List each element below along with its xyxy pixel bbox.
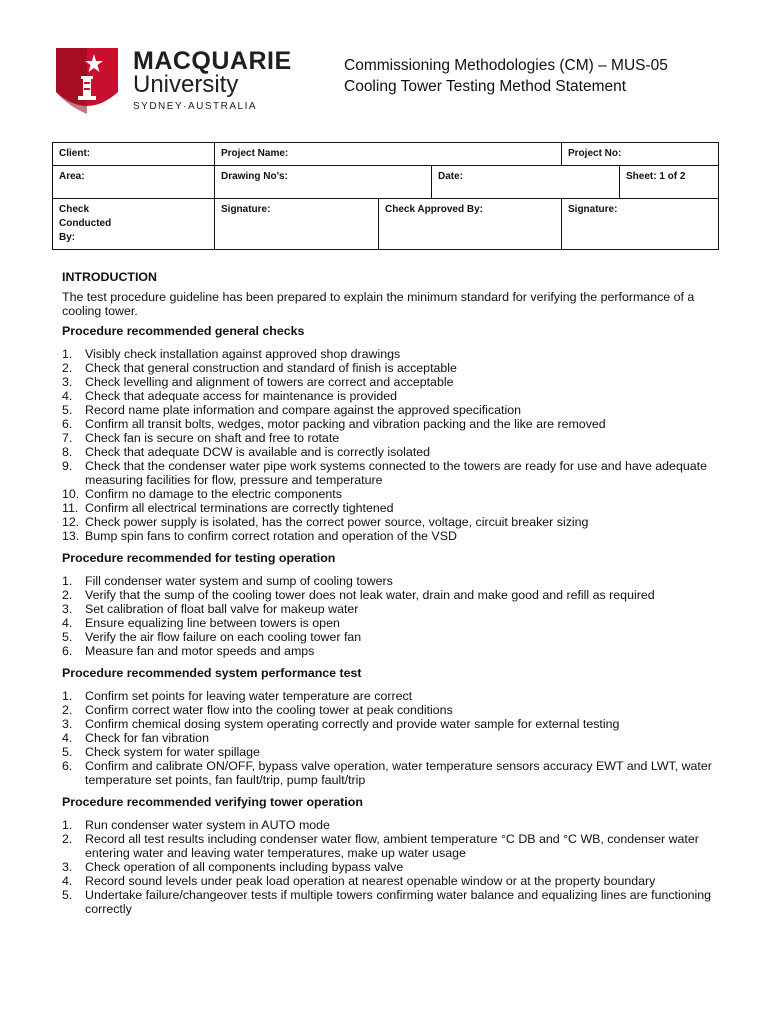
list-item xyxy=(62,602,712,616)
list-item-text: Measure fan and motor speeds and amps xyxy=(85,644,315,658)
list-item-text: Confirm no damage to the electric components xyxy=(85,487,342,501)
list-item xyxy=(62,375,712,389)
procedure-list xyxy=(62,689,712,787)
list-item xyxy=(62,644,712,658)
client-cell: Client: xyxy=(53,143,215,166)
area-cell: Area: xyxy=(53,166,215,199)
list-item-text: Run condenser water system in AUTO mode xyxy=(85,818,330,832)
sheet-cell: Sheet: 1 of 2 xyxy=(620,166,719,199)
list-item-text: Record name plate information and compare against the approved specification xyxy=(85,403,521,417)
list-item-text: Confirm correct water flow into the cooling tower at peak conditions xyxy=(85,703,453,717)
logo-line-3: SYDNEY·AUSTRALIA xyxy=(133,101,258,112)
section-heading: Procedure recommended general checks xyxy=(62,324,305,338)
list-item-text: Check operation of all components including bypass valve xyxy=(85,860,404,874)
project-no-cell: Project No: xyxy=(562,143,719,166)
list-item xyxy=(62,487,712,501)
intro-text: The test procedure guideline has been prepared to explain the minimum standard for verifying the performance of a cooling tower. xyxy=(62,290,695,318)
list-item-number: 13. xyxy=(62,529,80,543)
document-body xyxy=(62,270,712,924)
list-item-number: 8. xyxy=(62,445,73,459)
drawing-nos-cell: Drawing No’s: xyxy=(215,166,432,199)
title-line-2: Cooling Tower Testing Method Statement xyxy=(344,78,627,95)
list-item-number: 4. xyxy=(62,874,73,888)
list-item-text: Check that general construction and standard of finish is acceptable xyxy=(85,361,457,375)
university-logo xyxy=(56,47,292,114)
list-item xyxy=(62,818,712,832)
list-item-number: 7. xyxy=(62,431,73,445)
project-name-cell: Project Name: xyxy=(215,143,562,166)
logo-line-1: MACQUARIE xyxy=(133,47,292,75)
list-item xyxy=(62,703,712,717)
list-item xyxy=(62,874,712,888)
list-item xyxy=(62,745,712,759)
list-item-text: Check that adequate DCW is available and is correctly isolated xyxy=(85,445,431,459)
list-item-number: 1. xyxy=(62,689,73,703)
list-item-number: 1. xyxy=(62,818,73,832)
list-item-text: Record sound levels under peak load operation at nearest openable window or at the property boundary xyxy=(85,874,656,888)
list-item-number: 9. xyxy=(62,459,73,473)
list-item-number: 2. xyxy=(62,588,73,602)
list-item-text: Check system for water spillage xyxy=(85,745,260,759)
list-item-text: Ensure equalizing line between towers is open xyxy=(85,616,340,630)
procedure-sections xyxy=(62,324,712,916)
list-item-number: 1. xyxy=(62,347,73,361)
list-item-number: 4. xyxy=(62,616,73,630)
list-item-number: 12. xyxy=(62,515,80,529)
list-item-number: 2. xyxy=(62,703,73,717)
list-item-number: 3. xyxy=(62,717,73,731)
list-item-text: Visibly check installation against approved shop drawings xyxy=(85,347,401,361)
list-item-number: 2. xyxy=(62,832,73,846)
list-item-text: Confirm all transit bolts, wedges, motor packing and vibration packing and the like are removed xyxy=(85,417,606,431)
list-item xyxy=(62,347,712,361)
list-item xyxy=(62,731,712,745)
list-item-number: 5. xyxy=(62,630,73,644)
list-item-text: Confirm set points for leaving water temperature are correct xyxy=(85,689,413,703)
list-item xyxy=(62,888,712,916)
list-item xyxy=(62,832,712,860)
info-row-2 xyxy=(53,166,719,199)
list-item-text: Undertake failure/changeover tests if multiple towers confirming water balance and equalizing lines are functioning correctly xyxy=(85,888,712,916)
procedure-list xyxy=(62,818,712,916)
list-item xyxy=(62,630,712,644)
list-item-number: 2. xyxy=(62,361,73,375)
list-item-number: 5. xyxy=(62,745,73,759)
list-item-number: 3. xyxy=(62,860,73,874)
logo-wordmark xyxy=(133,48,292,112)
list-item xyxy=(62,431,712,445)
list-item-text: Check for fan vibration xyxy=(85,731,209,745)
list-item-number: 1. xyxy=(62,574,73,588)
list-item-number: 11. xyxy=(62,501,79,515)
list-item-number: 4. xyxy=(62,389,73,403)
list-item-number: 6. xyxy=(62,759,73,773)
list-item-text: Confirm chemical dosing system operating correctly and provide water sample for external testing xyxy=(85,717,620,731)
signature-cell-2: Signature: xyxy=(562,199,719,250)
list-item-text: Check levelling and alignment of towers are correct and acceptable xyxy=(85,375,454,389)
list-item-text: Record all test results including condenser water flow, ambient temperature °C DB and °C WB, condenser water entering water and leaving water temperatures, make up water usage xyxy=(85,832,699,860)
shield-emblem-icon xyxy=(56,48,118,114)
list-item-number: 5. xyxy=(62,403,73,417)
intro-heading: INTRODUCTION xyxy=(62,270,157,284)
info-row-1 xyxy=(53,143,719,166)
document-title xyxy=(344,55,668,97)
list-item-text: Verify the air flow failure on each cooling tower fan xyxy=(85,630,362,644)
project-info-table xyxy=(52,142,719,250)
list-item xyxy=(62,361,712,375)
list-item xyxy=(62,717,712,731)
list-item-text: Check fan is secure on shaft and free to rotate xyxy=(85,431,340,445)
list-item xyxy=(62,459,712,487)
list-item xyxy=(62,588,712,602)
info-row-3 xyxy=(53,199,719,250)
list-item-number: 10. xyxy=(62,487,80,501)
list-item-number: 3. xyxy=(62,375,73,389)
list-item-text: Confirm and calibrate ON/OFF, bypass valve operation, water temperature sensors accuracy EWT and LWT, water temperature set points, fan fault/trip, pump fault/trip xyxy=(85,759,712,787)
list-item-number: 6. xyxy=(62,644,73,658)
date-cell: Date: xyxy=(432,166,620,199)
list-item xyxy=(62,574,712,588)
check-conducted-by-cell: Check Conducted By: xyxy=(53,199,215,250)
list-item-text: Bump spin fans to confirm correct rotation and operation of the VSD xyxy=(85,529,457,543)
title-line-1: Commissioning Methodologies (CM) – MUS-05 xyxy=(344,57,668,74)
list-item-number: 5. xyxy=(62,888,73,902)
list-item xyxy=(62,759,712,787)
list-item-text: Confirm all electrical terminations are correctly tightened xyxy=(85,501,394,515)
signature-cell-1: Signature: xyxy=(215,199,379,250)
list-item-number: 4. xyxy=(62,731,73,745)
procedure-list xyxy=(62,574,712,658)
list-item-text: Check that the condenser water pipe work systems connected to the towers are ready for use and have adequate measuring facilities for flow, pressure and temperature xyxy=(85,459,707,487)
list-item-number: 3. xyxy=(62,602,73,616)
list-item xyxy=(62,403,712,417)
list-item xyxy=(62,616,712,630)
list-item xyxy=(62,860,712,874)
check-approved-by-cell: Check Approved By: xyxy=(379,199,562,250)
list-item xyxy=(62,515,712,529)
list-item-text: Set calibration of float ball valve for makeup water xyxy=(85,602,359,616)
section-heading: Procedure recommended verifying tower operation xyxy=(62,795,363,809)
list-item-text: Verify that the sump of the cooling tower does not leak water, drain and make good and refill as required xyxy=(85,588,655,602)
list-item xyxy=(62,529,712,543)
list-item-number: 6. xyxy=(62,417,73,431)
list-item-text: Fill condenser water system and sump of cooling towers xyxy=(85,574,393,588)
list-item xyxy=(62,417,712,431)
list-item xyxy=(62,501,712,515)
section-heading: Procedure recommended system performance test xyxy=(62,666,362,680)
list-item xyxy=(62,689,712,703)
logo-line-2: University xyxy=(133,71,239,98)
list-item xyxy=(62,445,712,459)
list-item xyxy=(62,389,712,403)
section-heading: Procedure recommended for testing operation xyxy=(62,551,336,565)
list-item-text: Check that adequate access for maintenance is provided xyxy=(85,389,398,403)
procedure-list xyxy=(62,347,712,543)
list-item-text: Check power supply is isolated, has the correct power source, voltage, circuit breaker sizing xyxy=(85,515,589,529)
